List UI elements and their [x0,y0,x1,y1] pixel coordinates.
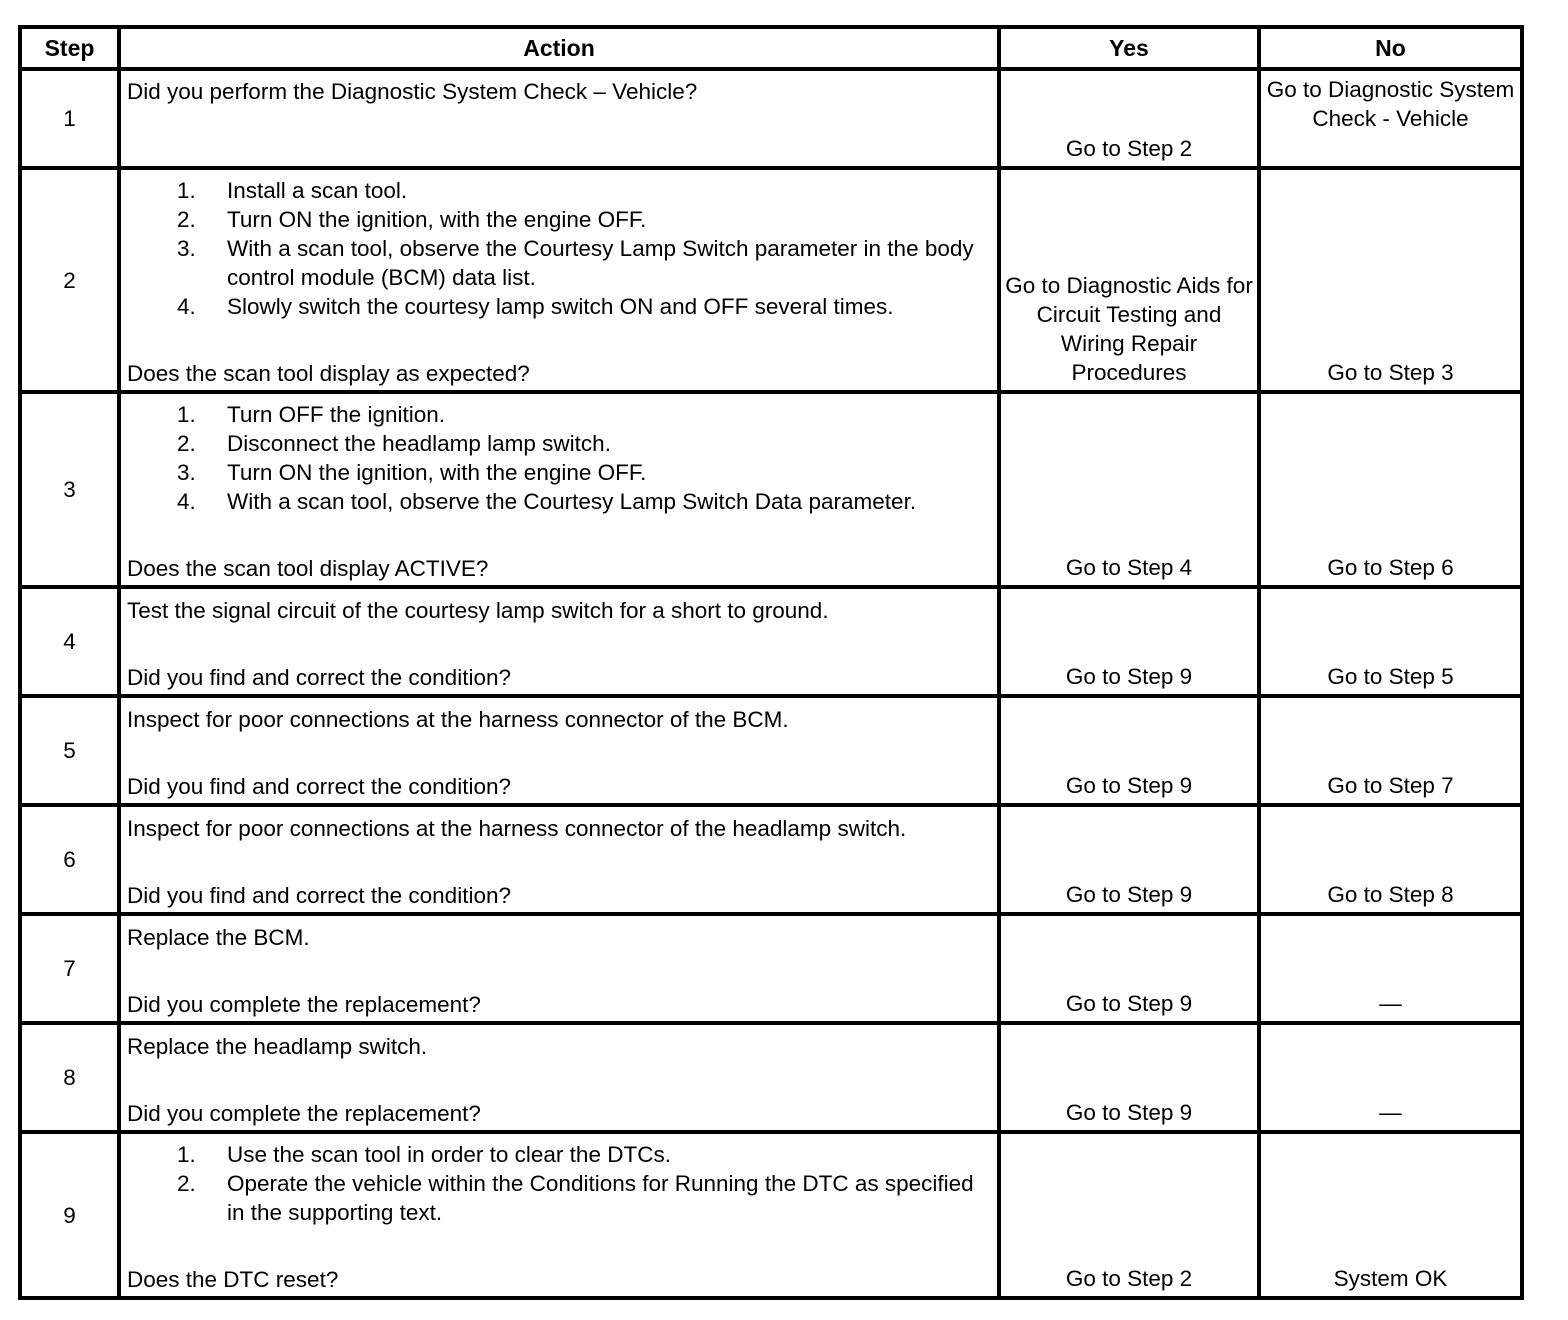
step-number: 8 [20,1023,119,1132]
table-row [20,69,1522,168]
no-cell: Go to Step 5 [1259,587,1522,696]
item-number: 1. [177,402,196,427]
action-question: Did you find and correct the condition? [127,665,511,690]
item-number: 4. [177,294,196,319]
action-cell [119,69,999,168]
no-cell: Go to Step 3 [1259,168,1522,392]
action-question: Did you complete the replacement? [127,992,481,1017]
yes-cell: Go to Step 4 [999,392,1259,587]
yes-cell: Go to Step 9 [999,914,1259,1023]
step-number: 9 [20,1132,119,1298]
item-text: Turn ON the ignition, with the engine OFF. [227,460,647,485]
header-row [20,27,1522,69]
header-no: No [1259,27,1522,69]
item-text: Install a scan tool. [227,178,408,203]
action-question: Does the scan tool display as expected? [127,361,530,386]
action-cell [119,914,999,1023]
yes-cell: Go to Step 9 [999,696,1259,805]
table-row [20,914,1522,1023]
table-row [20,1023,1522,1132]
header-step: Step [20,27,119,69]
action-steps [127,400,991,516]
list-item [177,400,991,429]
action-cell [119,392,999,587]
item-number: 4. [177,489,196,514]
list-item [177,176,991,205]
list-item [177,292,991,321]
step-number: 3 [20,392,119,587]
action-cell [119,587,999,696]
item-number: 1. [177,178,196,203]
no-cell: System OK [1259,1132,1522,1298]
action-intro: Test the signal circuit of the courtesy lamp switch for a short to ground. [127,598,829,623]
item-text: Turn OFF the ignition. [227,402,446,427]
action-question: Did you find and correct the condition? [127,774,511,799]
item-number: 3. [177,460,196,485]
yes-cell: Go to Step 9 [999,1023,1259,1132]
item-text: With a scan tool, observe the Courtesy Lamp Switch Data parameter. [227,489,917,514]
no-cell: — [1259,914,1522,1023]
no-cell: Go to Step 6 [1259,392,1522,587]
action-steps [127,1140,991,1227]
item-number: 1. [177,1142,196,1167]
action-cell [119,805,999,914]
header-yes: Yes [999,27,1259,69]
item-number: 3. [177,236,196,261]
action-intro: Inspect for poor connections at the harness connector of the headlamp switch. [127,816,907,841]
list-item [177,429,991,458]
action-question: Does the DTC reset? [127,1267,339,1292]
table-row [20,168,1522,392]
no-cell: Go to Step 8 [1259,805,1522,914]
yes-cell: Go to Step 9 [999,587,1259,696]
yes-cell: Go to Step 9 [999,805,1259,914]
list-item [177,1140,991,1169]
item-text: Disconnect the headlamp lamp switch. [227,431,611,456]
step-number: 1 [20,69,119,168]
action-intro: Replace the BCM. [127,925,310,950]
action-steps [127,176,991,321]
action-intro: Did you perform the Diagnostic System Check – Vehicle? [127,79,698,104]
list-item [177,487,991,516]
no-cell: — [1259,1023,1522,1132]
list-item [177,205,991,234]
item-text: Use the scan tool in order to clear the DTCs. [227,1142,671,1167]
item-text: Slowly switch the courtesy lamp switch ON and OFF several times. [227,294,894,319]
no-cell: Go to Step 7 [1259,696,1522,805]
action-cell [119,1023,999,1132]
item-number: 2. [177,207,196,232]
action-question: Did you complete the replacement? [127,1101,481,1126]
action-intro: Replace the headlamp switch. [127,1034,428,1059]
action-question: Does the scan tool display ACTIVE? [127,556,489,581]
step-number: 2 [20,168,119,392]
list-item [177,234,991,292]
step-number: 7 [20,914,119,1023]
action-question: Did you find and correct the condition? [127,883,511,908]
action-intro: Inspect for poor connections at the harness connector of the BCM. [127,707,789,732]
header-action: Action [119,27,999,69]
yes-cell: Go to Step 2 [999,1132,1259,1298]
no-cell: Go to Diagnostic System Check - Vehicle [1259,69,1522,168]
yes-cell: Go to Diagnostic Aids for Circuit Testing and Wiring Repair Procedures [999,168,1259,392]
diagnostic-table [18,25,1524,1300]
table-row [20,587,1522,696]
table-row [20,1132,1522,1298]
step-number: 6 [20,805,119,914]
item-text: Operate the vehicle within the Conditions for Running the DTC as specified in the supporting text. [227,1171,974,1225]
step-number: 4 [20,587,119,696]
action-cell [119,696,999,805]
item-text: With a scan tool, observe the Courtesy Lamp Switch parameter in the body control module (BCM) data list. [227,236,974,290]
action-cell [119,1132,999,1298]
table-row [20,805,1522,914]
table-row [20,696,1522,805]
table-row [20,392,1522,587]
list-item [177,1169,991,1227]
item-text: Turn ON the ignition, with the engine OFF. [227,207,647,232]
action-cell [119,168,999,392]
item-number: 2. [177,431,196,456]
yes-cell: Go to Step 2 [999,69,1259,168]
step-number: 5 [20,696,119,805]
list-item [177,458,991,487]
item-number: 2. [177,1171,196,1196]
